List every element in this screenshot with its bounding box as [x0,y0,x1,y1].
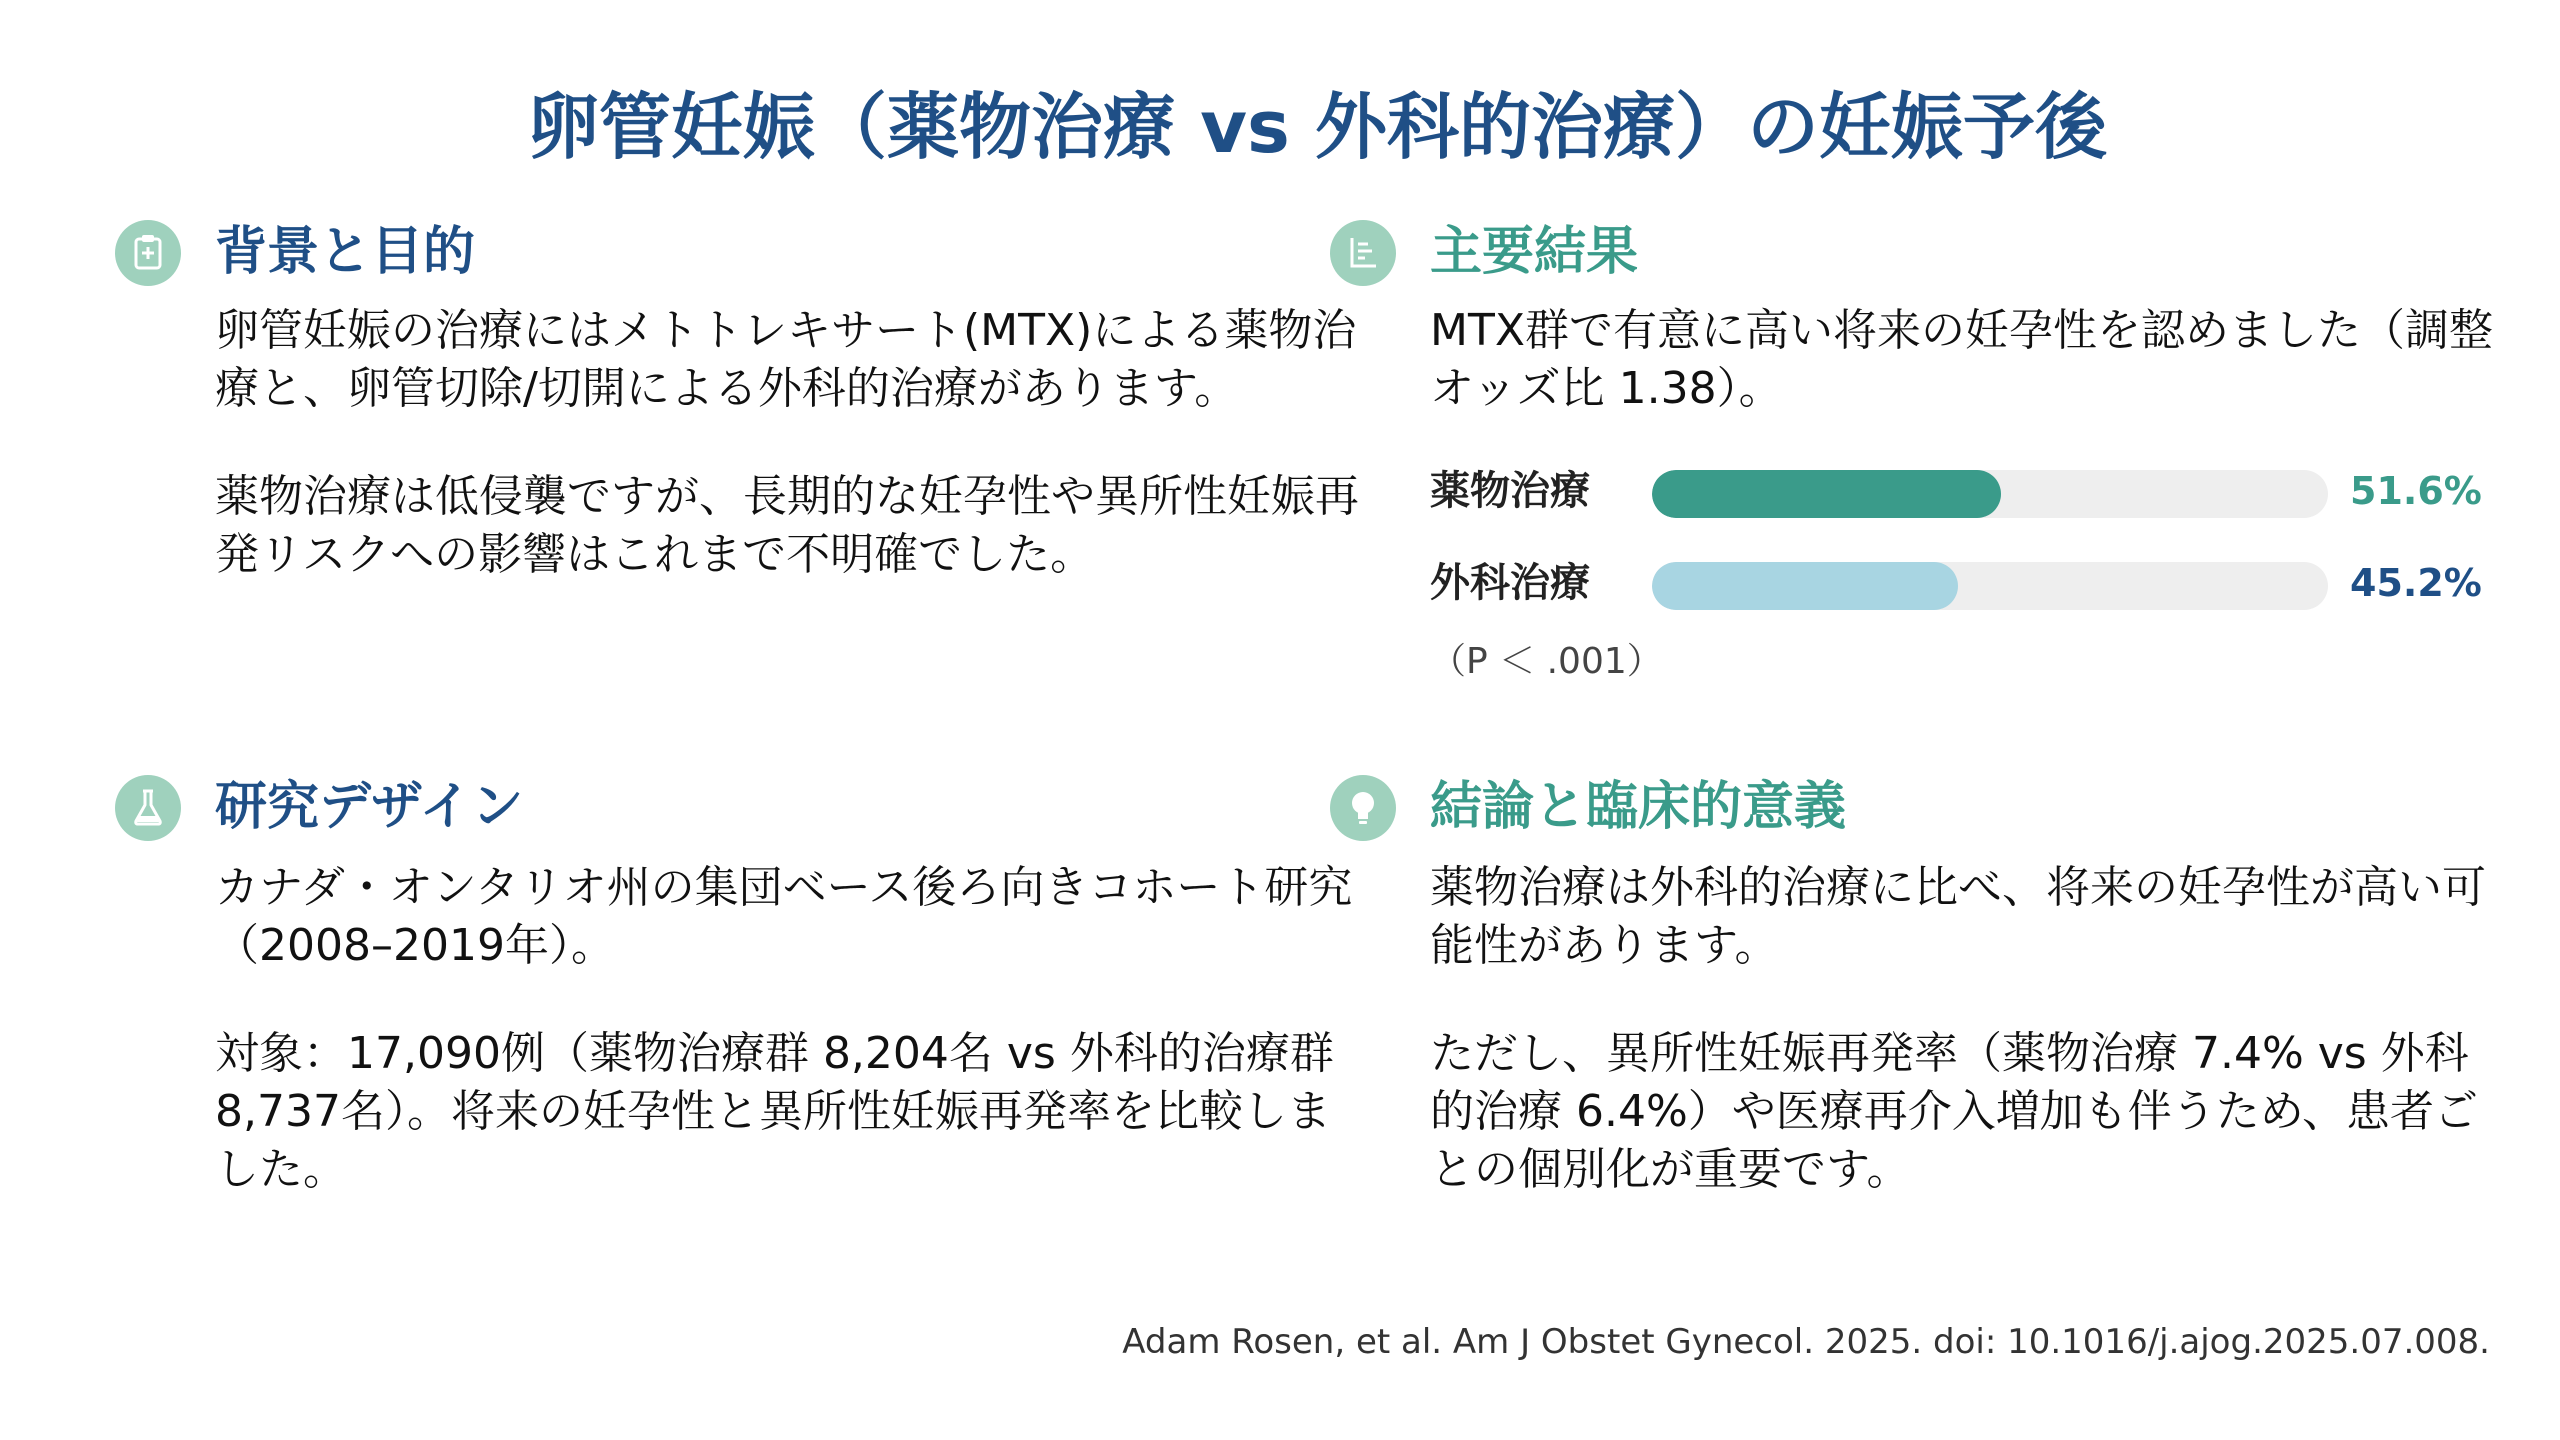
page-title: 卵管妊娠（薬物治療 vs 外科的治療）の妊娠予後 [527,85,2107,169]
section-body [1430,302,2510,684]
bar [1652,562,1958,610]
paragraph: 対象：17,090例（薬物治療群 8,204名 vs 外科的治療群 8,737名）。将来の妊孕性と異所性妊娠再発率を比較しました。 [215,1028,1334,1195]
bar-value-label: 51.6% [2350,469,2482,513]
paragraph: ただし、異所性妊娠再発率（薬物治療 7.4% vs 外科的治療 6.4%）や医療再介入増加も伴うため、患者ごとの個別化が重要です。 [1430,1028,2479,1195]
section-conclusion [1330,767,2510,1199]
section-header [115,212,1275,292]
section-results [1330,212,2510,684]
section-title: 研究デザイン [215,777,524,837]
chart-icon [1330,220,1396,286]
bar [1652,470,2001,518]
bar-chart [1430,448,2510,632]
paragraph: 薬物治療は低侵襲ですが、長期的な妊孕性や異所性妊娠再発リスクへの影響はこれまで不明確でした。 [215,471,1359,580]
p-value: （P ＜ .001） [1430,641,1663,682]
clipboard-icon [115,220,181,286]
bar-track [1652,562,2328,610]
section-design [115,767,1353,1199]
paragraph: 卵管妊娠の治療にはメトトレキサート(MTX)による薬物治療と、卵管切除/切開による外科的治療があります。 [215,305,1357,414]
paragraph: 薬物治療は外科的治療に比べ、将来の妊孕性が高い可能性があります。 [1430,862,2486,971]
bar-row [1430,540,2510,632]
section-title: 結論と臨床的意義 [1430,777,1847,837]
section-header [1330,212,2510,292]
bar-value-label: 45.2% [2350,561,2482,605]
section-title: 背景と目的 [215,222,476,282]
paragraph: カナダ・オンタリオ州の集団ベース後ろ向きコホート研究（2008–2019年）。 [215,862,1353,971]
citation: Adam Rosen, et al. Am J Obstet Gynecol. 2025. doi: 10.1016/j.ajog.2025.07.008. [1122,1322,2490,1362]
results-summary: MTX群で有意に高い将来の妊孕性を認めました（調整オッズ比 1.38）。 [1430,305,2493,414]
bar-row [1430,448,2510,540]
bar-category-label: 外科治療 [1430,560,1590,606]
section-body [215,859,1365,1199]
section-header [1330,767,2510,847]
lightbulb-icon [1330,775,1396,841]
bar-category-label: 薬物治療 [1430,468,1590,514]
section-background [115,212,1359,584]
section-header [115,767,1275,847]
bar-track [1652,470,2328,518]
section-body [215,302,1395,584]
section-body [1430,859,2510,1199]
section-title: 主要結果 [1430,222,1639,282]
flask-icon [115,775,181,841]
